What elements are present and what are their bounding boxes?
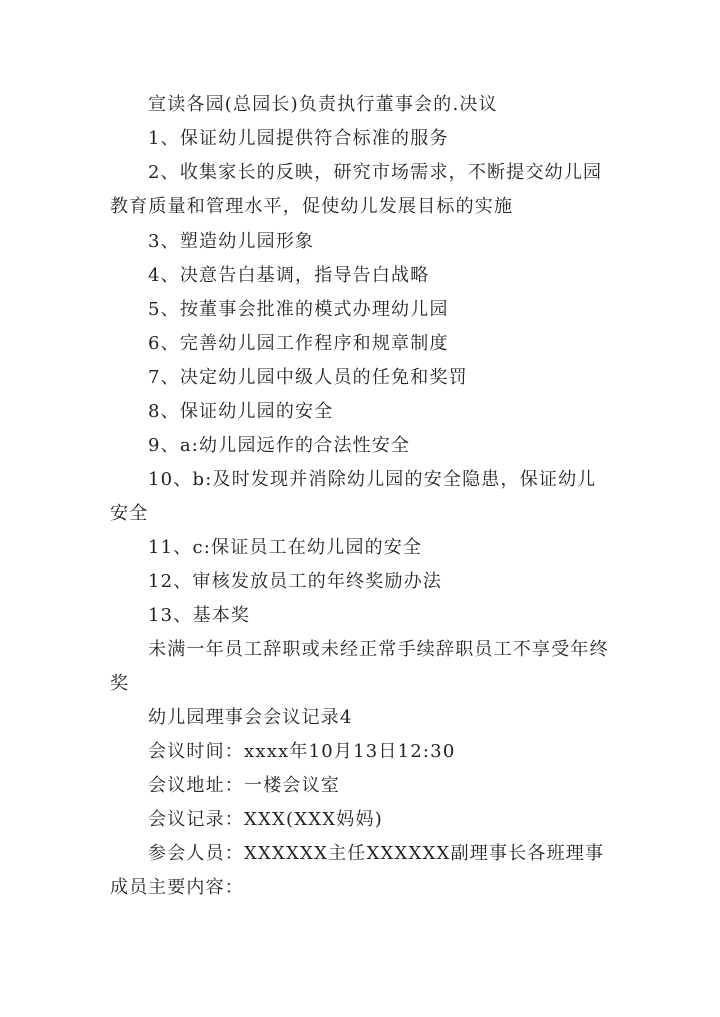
meeting-attendees: 参会人员：XXXXXX主任XXXXXX副理事长各班理事成员 (110, 843, 605, 898)
list-item: 6、完善幼儿园工作程序和规章制度 (148, 333, 449, 354)
meeting-recorder: 会议记录：XXX(XXX妈妈) (148, 809, 383, 830)
list-item: 3、塑造幼儿园形象 (148, 231, 315, 252)
paragraph: 宣读各园(总园长)负责执行董事会的.决议 (148, 94, 498, 115)
main-content-label: 主要内容： (148, 877, 244, 898)
list-item: 4、决意告白基调，指导告白战略 (148, 265, 430, 286)
list-item: 13、基本奖 (148, 605, 251, 626)
list-item: 12、审核发放员工的年终奖励办法 (148, 571, 443, 592)
section-heading: 幼儿园理事会会议记录4 (148, 707, 353, 728)
paragraph: 未满一年员工辞职或未经正常手续辞职员工不享受年终奖 (110, 639, 609, 694)
list-item: 5、按董事会批准的模式办理幼儿园 (148, 299, 449, 320)
meeting-time: 会议时间：xxxx年10月13日12:30 (148, 741, 456, 762)
list-item: 1、保证幼儿园提供符合标准的服务 (148, 128, 449, 149)
list-item: 10、b:及时发现并消除幼儿园的安全隐患，保证幼儿安全 (110, 469, 597, 524)
list-item: 9、a:幼儿园远作的合法性安全 (148, 435, 411, 456)
list-item: 2、收集家长的反映，研究市场需求，不断提交幼儿园教育质量和管理水平，促使幼儿发展目标的实施 (110, 162, 603, 217)
list-item: 7、决定幼儿园中级人员的任免和奖罚 (148, 367, 468, 388)
meeting-location: 会议地址：一楼会议室 (148, 775, 340, 796)
list-item: 8、保证幼儿园的安全 (148, 401, 334, 422)
list-item: 11、c:保证员工在幼儿园的安全 (148, 537, 423, 558)
